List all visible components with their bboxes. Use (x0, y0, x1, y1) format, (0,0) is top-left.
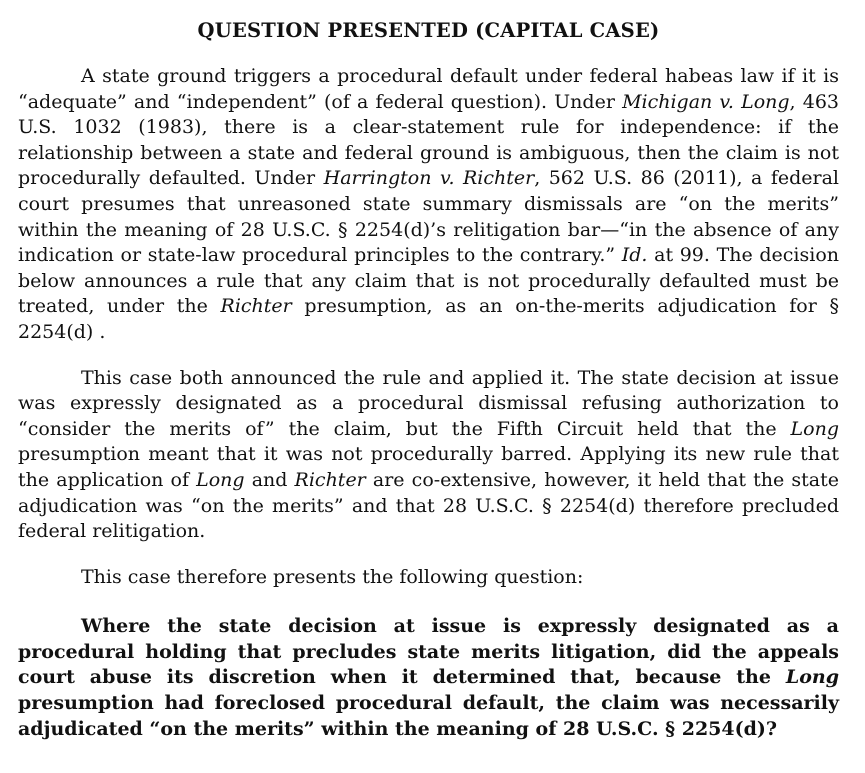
long-reference-2: Long (196, 468, 245, 491)
long-reference-1: Long (790, 417, 839, 440)
spacer (18, 590, 839, 614)
paragraph-rule-applied (18, 366, 839, 545)
case-citation-long: Michigan v. Long (622, 90, 790, 113)
page-title: QUESTION PRESENTED (CAPITAL CASE) (197, 19, 660, 42)
question-presented (18, 614, 839, 742)
para2-text-3: and (244, 468, 295, 491)
richter-reference: Richter (220, 295, 292, 318)
richter-reference-2: Richter (294, 468, 366, 491)
paragraph-question-lead: This case therefore presents the following question: (81, 565, 584, 588)
spacer (18, 346, 839, 366)
question-text-2: presumption had foreclosed procedural default, the claim was necessarily adjudicated “on the merits” within the meaning of 28 U.S.C. § 2254(d)? (18, 692, 839, 740)
para1-text-1: A state ground triggers a procedural default under federal habeas law if it is “adequate” and “independent” (of a federal question). Under (18, 65, 839, 113)
long-reference-3: Long (785, 666, 839, 689)
para2-text-2: presumption meant that it was not procedurally barred. Applying its new rule that the application of (18, 443, 839, 491)
para1-text-3: , 562 U.S. 86 (2011), a federal court presumes that unreasoned state summary dismissals are “on the merits” within the meaning of 28 U.S.C. § 2254(d)’s relitigation bar—“in the absence of any indication or state-law procedural principles to the contrary.” (18, 167, 839, 267)
case-citation-richter: Harrington v. Richter (323, 167, 535, 190)
para1-text-5: presumption, as an on-the-merits adjudication for § 2254(d) . (18, 295, 839, 343)
para1-text-4: at 99. The decision below announces a rule that any claim that is not procedurally defaulted must be treated, under the (18, 244, 839, 318)
spacer (18, 545, 839, 565)
question-text-1: Where the state decision at issue is expressly designated as a procedural holding that precludes state merits litigation, did the appeals court abuse its discretion when it determined that, because the (18, 615, 839, 689)
para1-text-2: , 463 U.S. 1032 (1983), there is a clear-statement rule for independence: if the relationship between a state and federal ground is ambiguous, then the claim is not procedurally defaulted. Under (18, 90, 839, 190)
id-citation: Id. (621, 244, 648, 267)
para2-text-1: This case both announced the rule and applied it. The state decision at issue was expressly designated as a procedural dismissal refusing authorization to “consider the merits of” the claim, but the Fifth Circuit held that the (18, 366, 839, 440)
paragraph-intro (18, 64, 839, 346)
para2-text-4: are co-extensive, however, it held that the state adjudication was “on the merits” and that 28 U.S.C. § 2254(d) therefore precluded federal relitigation. (18, 468, 839, 543)
